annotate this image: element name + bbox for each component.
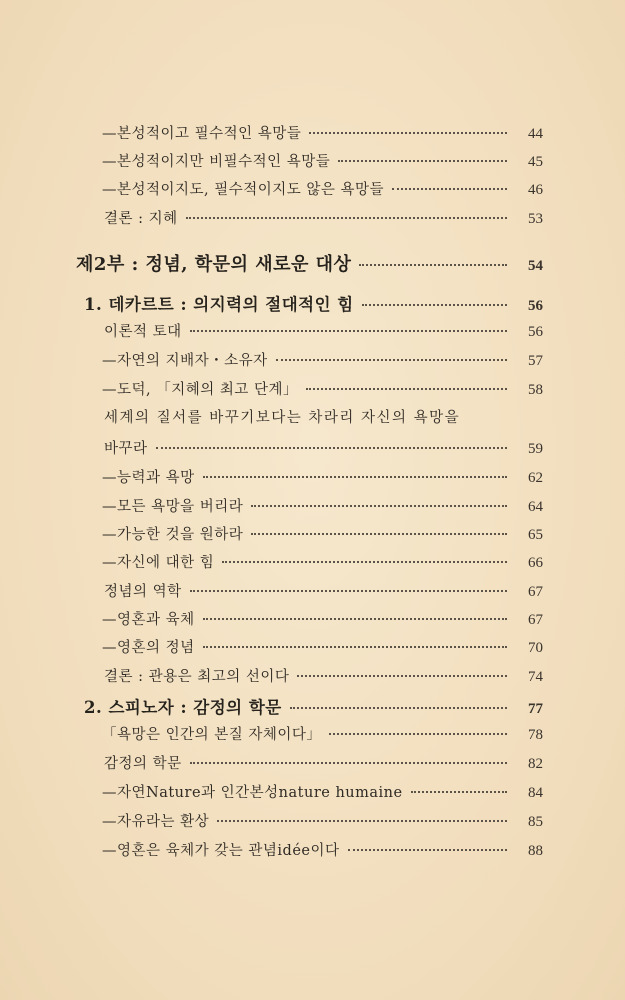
dot-leader (190, 329, 507, 332)
toc-entry (0, 839, 625, 865)
toc-entry (0, 466, 625, 492)
toc-entry (0, 636, 625, 662)
dot-leader (190, 589, 507, 592)
toc-page-number: 57 (528, 353, 543, 369)
toc-chapter-heading (0, 694, 625, 720)
toc-page-number: 78 (528, 727, 543, 743)
toc-entry (0, 378, 625, 404)
toc-entry (0, 551, 625, 577)
toc-part-heading (0, 250, 625, 276)
toc-entry-label: 이론적 토대 (104, 324, 182, 340)
toc-entry-label: 감정의 학문 (104, 756, 182, 772)
dot-leader (156, 446, 507, 449)
dot-leader (297, 674, 507, 677)
dot-leader (203, 475, 507, 478)
dot-leader (290, 706, 507, 709)
toc-entry-label: —본성적이고 필수적인 욕망들 (102, 126, 302, 142)
toc-entry (0, 752, 625, 778)
toc-page-number: 56 (528, 298, 543, 314)
toc-page-number: 82 (528, 756, 543, 772)
toc-entry (0, 150, 625, 176)
toc-entry (0, 523, 625, 549)
toc-entry-label: 결론 : 지혜 (104, 211, 178, 227)
toc-page-number: 85 (528, 814, 543, 830)
dot-leader (309, 131, 507, 134)
dot-leader (359, 263, 507, 266)
toc-page-number: 88 (528, 843, 543, 859)
dot-leader (217, 819, 507, 822)
dot-leader (251, 504, 507, 507)
dot-leader (276, 358, 507, 361)
toc-entry (0, 608, 625, 634)
toc-entry (0, 723, 625, 749)
dot-leader (392, 187, 507, 190)
toc-entry-label: —영혼의 정념 (102, 640, 195, 656)
toc-entry (0, 580, 625, 606)
toc-entry (0, 495, 625, 521)
toc-entry-label: 1. 데카르트 : 의지력의 절대적인 힘 (84, 295, 354, 314)
dot-leader (411, 790, 507, 793)
toc-entry-label: —자유라는 환상 (102, 814, 210, 830)
toc-entry-label: —영혼은 육체가 갖는 관념idée이다 (102, 843, 340, 859)
toc-page-number: 46 (528, 182, 543, 198)
toc-entry-label: 제2부 : 정념, 학문의 새로운 대상 (76, 254, 352, 275)
toc-page-number: 58 (528, 382, 543, 398)
toc-page-number: 67 (528, 584, 543, 600)
toc-page-number: 84 (528, 785, 543, 801)
toc-page-number: 70 (528, 640, 543, 656)
toc-entry-label: —자연Nature과 인간본성nature humaine (102, 785, 403, 801)
toc-entry (0, 665, 625, 691)
toc-page-number: 66 (528, 555, 543, 571)
dot-leader (190, 761, 507, 764)
toc-page-number: 56 (528, 324, 543, 340)
dot-leader (329, 732, 507, 735)
toc-entry (0, 349, 625, 375)
toc-entry-label-line2: 바꾸라 (104, 441, 148, 457)
toc-page-number: 59 (528, 441, 543, 457)
toc-page-number: 44 (528, 126, 543, 142)
toc-entry-label: 「욕망은 인간의 본질 자체이다」 (102, 727, 322, 743)
dot-leader (186, 216, 507, 219)
toc-entry-label: —영혼과 육체 (102, 612, 195, 628)
toc-entry-label: —본성적이지도, 필수적이지도 않은 욕망들 (102, 182, 385, 198)
dot-leader (203, 645, 507, 648)
toc-entry (0, 320, 625, 346)
toc-entry (0, 178, 625, 204)
toc-entry-label: —자연의 지배자・소유자 (102, 353, 268, 369)
toc-entry-label: —도덕, 「지혜의 최고 단계」 (102, 382, 298, 398)
toc-entry-label: 2. 스피노자 : 감정의 학문 (84, 698, 282, 717)
toc-entry-label: —모든 욕망을 버리라 (102, 499, 244, 515)
dot-leader (251, 532, 507, 535)
dot-leader (362, 303, 507, 306)
toc-chapter-heading (0, 291, 625, 317)
toc-page-number: 62 (528, 470, 543, 486)
dot-leader (338, 159, 507, 162)
toc-entry-label: —가능한 것을 원하라 (102, 527, 244, 543)
toc-page-number: 65 (528, 527, 543, 543)
toc-entry (0, 122, 625, 148)
toc-page-number: 45 (528, 154, 543, 170)
toc-entry (0, 207, 625, 233)
toc-entry (0, 781, 625, 807)
toc-page-number: 64 (528, 499, 543, 515)
toc-entry-label: —본성적이지만 비필수적인 욕망들 (102, 154, 331, 170)
toc-entry-label: 정념의 역학 (104, 584, 182, 600)
toc-entry (0, 437, 625, 463)
toc-page-number: 53 (528, 211, 543, 227)
toc-page-number: 54 (528, 258, 543, 274)
dot-leader (203, 617, 507, 620)
dot-leader (348, 848, 508, 851)
dot-leader (306, 387, 507, 390)
toc-entry-label: —능력과 욕망 (102, 470, 195, 486)
toc-entry (0, 810, 625, 836)
toc-entry-label-line1: 세계의 질서를 바꾸기보다는 차라리 자신의 욕망을 (104, 410, 461, 426)
toc-entry-label: —자신에 대한 힘 (102, 555, 215, 571)
toc-entry-label: 결론 : 관용은 최고의 선이다 (104, 669, 290, 685)
dot-leader (222, 560, 507, 563)
toc-page-number: 74 (528, 669, 543, 685)
toc-page-number: 77 (528, 701, 543, 717)
toc-page-number: 67 (528, 612, 543, 628)
